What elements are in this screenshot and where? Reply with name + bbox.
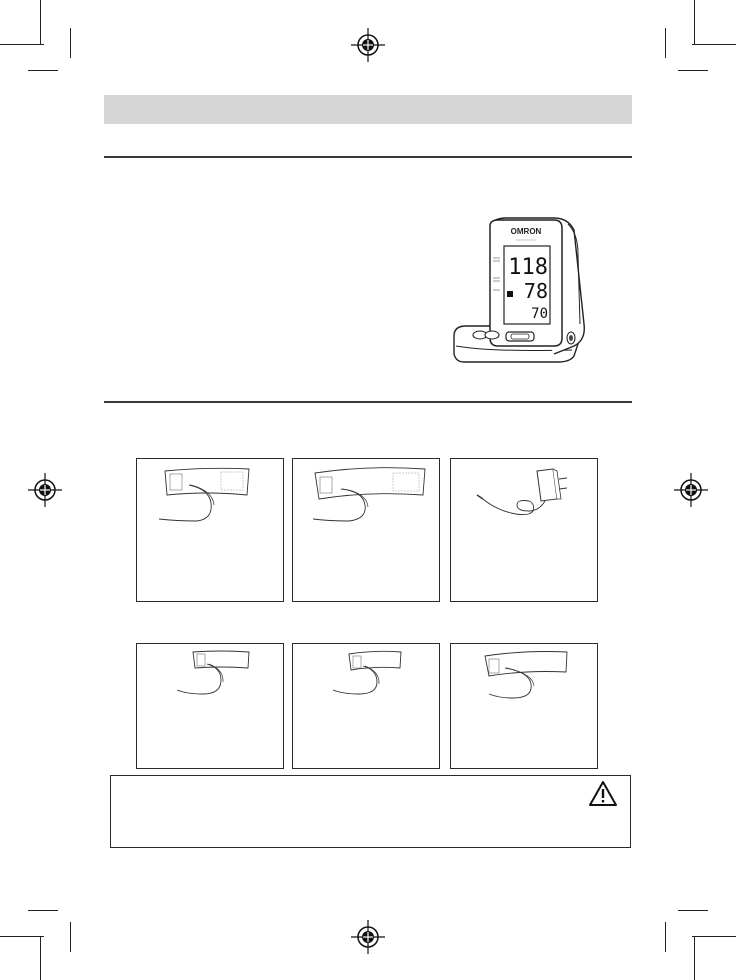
brand-label: OMRON <box>510 227 542 236</box>
registration-mark-bottom <box>351 920 385 954</box>
registration-mark-left <box>28 473 62 507</box>
cuff-icon <box>451 644 597 768</box>
lcd-systolic: 118 <box>508 255 548 280</box>
ac-adapter-icon <box>451 459 597 601</box>
accessory-medium-cuff <box>136 458 284 602</box>
accessory-small-cuff <box>136 643 284 769</box>
divider-main-unit <box>104 156 632 158</box>
accessory-medium-cuff-alt <box>450 643 598 769</box>
warning-triangle-icon <box>588 780 618 808</box>
cuff-icon <box>137 459 283 601</box>
accessory-small-cuff-alt <box>292 643 440 769</box>
accessory-ac-adapter <box>450 458 598 602</box>
registration-mark-right <box>674 473 708 507</box>
registration-mark-top <box>351 28 385 62</box>
divider-accessories <box>104 401 632 403</box>
section-header-bar <box>104 95 632 124</box>
warning-box <box>110 775 631 848</box>
accessory-large-cuff <box>292 458 440 602</box>
cuff-icon <box>293 644 439 768</box>
lcd-pulse: 70 <box>531 306 548 322</box>
cuff-icon <box>293 459 439 601</box>
blood-pressure-monitor-illustration <box>450 214 588 372</box>
cuff-icon <box>137 644 283 768</box>
lcd-diastolic: 78 <box>523 279 548 303</box>
